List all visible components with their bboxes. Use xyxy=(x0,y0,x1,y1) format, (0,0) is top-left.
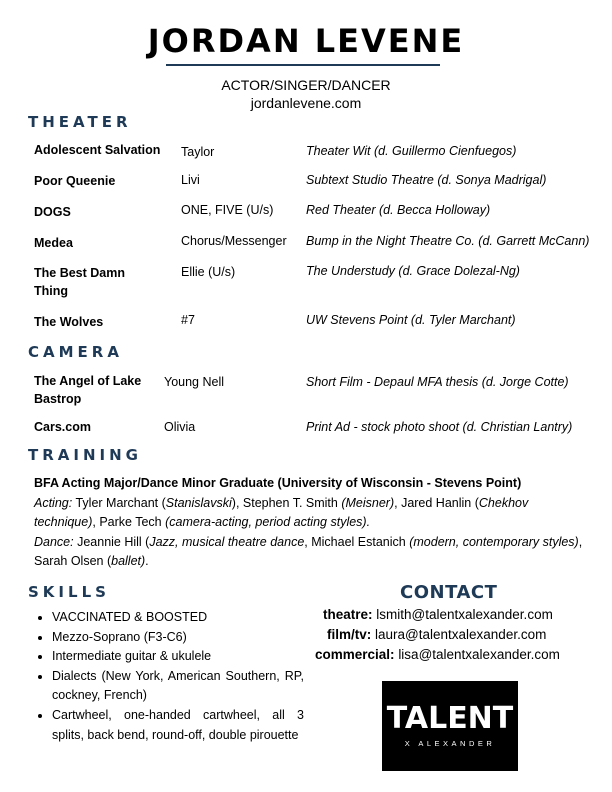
credit-title: DOGS xyxy=(34,205,71,219)
dance-label: Dance: xyxy=(34,535,74,549)
credit-title: The Best Damn xyxy=(34,266,125,280)
dance-text: , Michael Estanich xyxy=(304,535,410,549)
contact-label: theatre: xyxy=(323,607,373,622)
credit-role: Olivia xyxy=(164,420,196,434)
dance-text: Jazz, musical theatre dance xyxy=(149,535,305,549)
credit-role: Livi xyxy=(181,173,200,187)
credit-company: Red Theater (d. Becca Holloway) xyxy=(306,203,491,217)
contact-heading: CONTACT xyxy=(400,582,498,603)
training-degree: BFA Acting Major/Dance Minor Graduate (University of Wisconsin - Stevens Point) xyxy=(34,476,522,490)
credit-role: ONE, FIVE (U/s) xyxy=(181,203,274,217)
dance-text: (modern, contemporary styles) xyxy=(409,535,579,549)
contact-email[interactable]: lsmith@talentxalexander.com xyxy=(376,607,553,622)
credit-company: Short Film - Depaul MFA thesis (d. Jorge Cotte) xyxy=(306,375,569,389)
name-underline xyxy=(166,64,440,66)
credit-title: Cars.com xyxy=(34,420,91,434)
skills-list xyxy=(34,608,304,745)
dance-text: , Sarah Olsen ( xyxy=(34,535,583,568)
credit-title: Medea xyxy=(34,236,73,250)
credit-title-line2: Thing xyxy=(34,284,69,298)
section-camera-heading: CAMERA xyxy=(28,343,123,361)
dance-text: . xyxy=(145,554,149,568)
tagline: ACTOR/SINGER/DANCER xyxy=(221,77,391,93)
acting-text: , Parke Tech xyxy=(92,515,166,529)
skill-item: • Cartwheel, one-handed cartwheel, all 3 splits, back bend, round-off, double pirouette xyxy=(52,706,304,745)
acting-text: Chekhov technique) xyxy=(34,496,529,529)
credit-company: Bump in the Night Theatre Co. (d. Garrett McCann) xyxy=(306,234,590,248)
section-theater-heading: THEATER xyxy=(28,113,132,131)
agency-logo xyxy=(382,681,518,771)
acting-text: , Jared Hanlin ( xyxy=(394,496,479,510)
credit-company: The Understudy (d. Grace Dolezal-Ng) xyxy=(306,264,520,278)
credit-company: Subtext Studio Theatre (d. Sonya Madrigal) xyxy=(306,173,547,187)
credit-company: Print Ad - stock photo shoot (d. Christian Lantry) xyxy=(306,420,573,434)
credit-role: Chorus/Messenger xyxy=(181,234,287,248)
acting-text: ), Stephen T. Smith xyxy=(231,496,342,510)
credit-role: #7 xyxy=(181,313,195,327)
acting-text: Stanislavski xyxy=(165,496,232,510)
credit-role: Young Nell xyxy=(164,375,225,389)
acting-text: (Meisner) xyxy=(341,496,395,510)
dance-text: Jeannie Hill ( xyxy=(73,535,150,549)
contact-row-commercial xyxy=(315,647,560,662)
section-training-heading: TRAINING xyxy=(28,446,142,464)
contact-email[interactable]: laura@talentxalexander.com xyxy=(375,627,547,642)
acting-label: Acting: xyxy=(34,496,73,510)
logo-main-text: TALENT xyxy=(386,701,514,736)
credit-title: The Angel of Lake xyxy=(34,374,142,388)
section-skills-heading: SKILLS xyxy=(28,583,110,601)
skill-item: • Intermediate guitar & ukulele xyxy=(52,647,304,667)
credit-company: Theater Wit (d. Guillermo Cienfuegos) xyxy=(306,144,517,158)
skill-item: • Dialects (New York, American Southern, RP, cockney, French) xyxy=(52,667,304,706)
resume-name: JORDAN LEVENE xyxy=(147,22,465,60)
training-dance xyxy=(34,533,584,571)
contact-label: film/tv: xyxy=(327,627,372,642)
credit-company: UW Stevens Point (d. Tyler Marchant) xyxy=(306,313,516,327)
credit-role: Taylor xyxy=(181,145,215,159)
credit-title: The Wolves xyxy=(34,315,104,329)
contact-row-theatre xyxy=(323,607,553,622)
logo-sub-text: X ALEXANDER xyxy=(404,739,496,748)
skill-item: • Mezzo-Soprano (F3-C6) xyxy=(52,628,304,648)
credit-title-line2: Bastrop xyxy=(34,392,82,406)
training-acting xyxy=(34,494,584,532)
acting-text: Tyler Marchant ( xyxy=(72,496,166,510)
contact-email[interactable]: lisa@talentxalexander.com xyxy=(398,647,560,662)
credit-title: Adolescent Salvation xyxy=(34,143,161,157)
contact-label: commercial: xyxy=(315,647,395,662)
website: jordanlevene.com xyxy=(250,95,362,111)
dance-text: ballet) xyxy=(111,554,146,568)
credit-role: Ellie (U/s) xyxy=(181,265,236,279)
acting-text: (camera-acting, period acting styles). xyxy=(165,515,371,529)
credit-title: Poor Queenie xyxy=(34,174,116,188)
contact-row-film-tv xyxy=(327,627,546,642)
skill-item: • VACCINATED & BOOSTED xyxy=(52,608,304,628)
